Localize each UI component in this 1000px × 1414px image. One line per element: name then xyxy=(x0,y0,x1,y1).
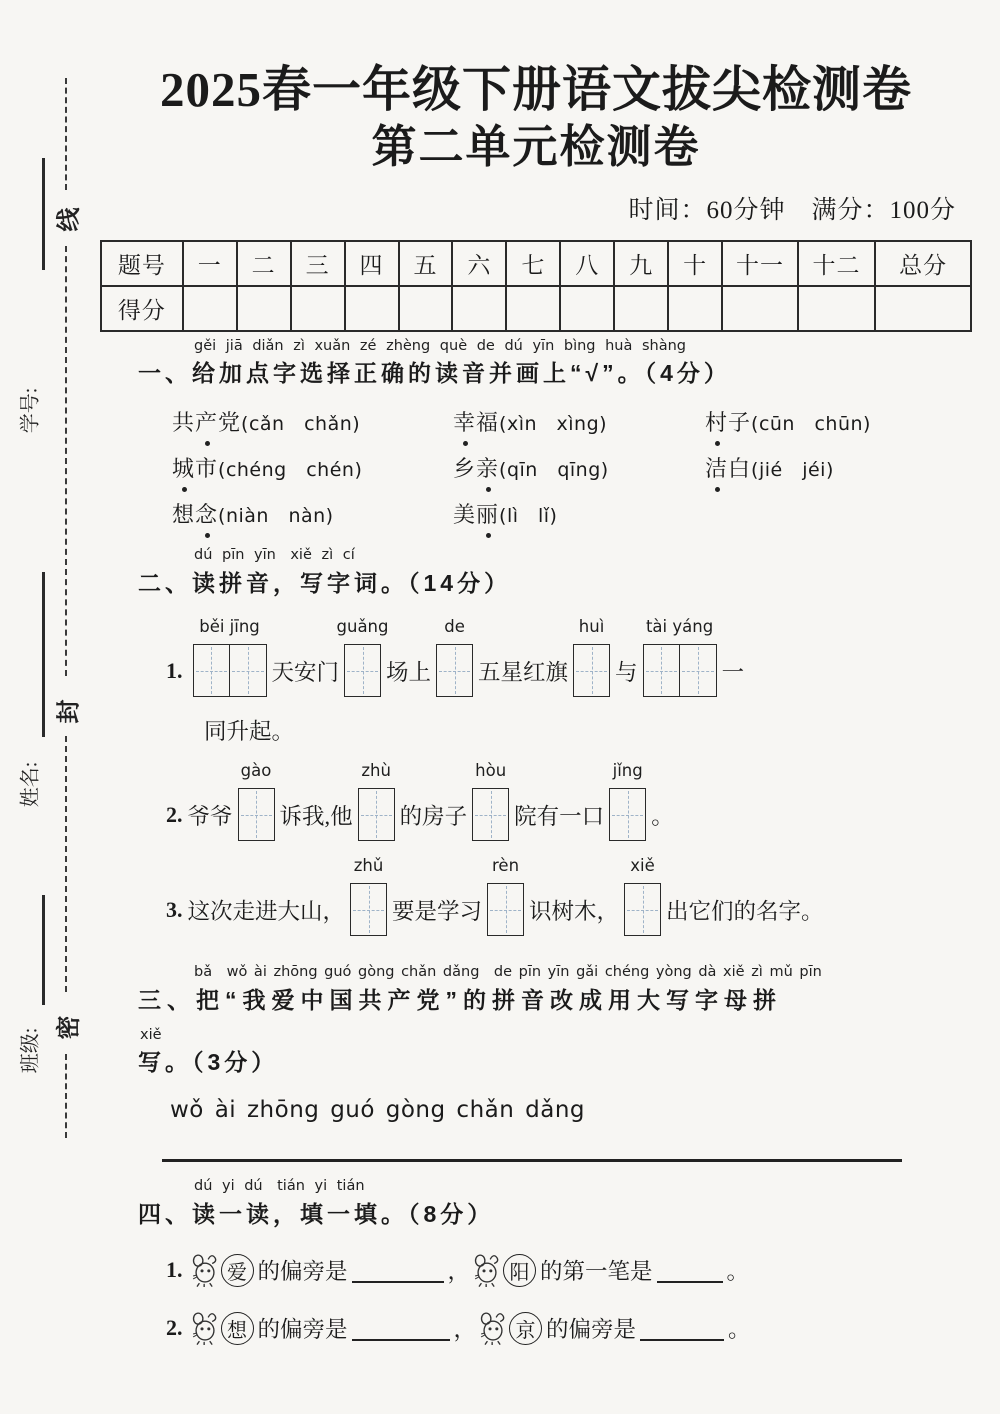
fill-text: 的偏旁是 xyxy=(546,1317,637,1343)
mouse-icon xyxy=(188,1253,222,1287)
section-1-choices xyxy=(172,406,972,529)
writing-box-group xyxy=(193,617,267,697)
name-blank-line xyxy=(42,572,45,737)
writing-box xyxy=(436,644,473,697)
score-table-header-cell: 六 xyxy=(452,241,506,286)
answer-blank xyxy=(657,1257,723,1284)
writing-box xyxy=(238,788,275,841)
score-cell xyxy=(291,286,345,331)
circled-char: 爱 xyxy=(221,1254,254,1287)
box-pinyin: zhǔ xyxy=(353,856,384,876)
pinyin-options: (chéng chén) xyxy=(218,459,363,482)
paper-title: 2025春一年级下册语文拔尖检测卷 xyxy=(159,62,912,117)
score-cell xyxy=(798,286,875,331)
section-2-title: 二、读拼音，写字词。（14分） xyxy=(138,570,512,597)
dotted-char: 洁 xyxy=(705,452,728,483)
pinyin-options: (jié jéi) xyxy=(751,459,834,482)
box-pinyin: hòu xyxy=(475,761,507,781)
section-4-title: 四、读一读，填一填。（8分） xyxy=(138,1201,495,1228)
dotted-char: 城 xyxy=(172,452,195,483)
paper-body xyxy=(100,0,972,1345)
line-text: 院有一口 xyxy=(514,803,605,829)
fill-text: 的偏旁是 xyxy=(257,1317,348,1343)
writing-box-group xyxy=(350,856,387,936)
score-table-header-cell: 四 xyxy=(345,241,399,286)
score-table-header-cell: 十二 xyxy=(798,241,875,286)
section-4-pinyin: dú yi dú tián yi tián xyxy=(194,1178,365,1195)
circled-char: 阳 xyxy=(503,1254,536,1287)
student-no-blank-line xyxy=(42,158,45,270)
choice-item: 共产党(cǎn chǎn) xyxy=(172,406,453,437)
writing-box xyxy=(487,883,524,936)
line-text: 五星红旗 xyxy=(478,659,569,685)
section-3-pinyin: bǎ wǒ ài zhōng guó gòng chǎn dǎng de pīn yīn gǎi chéng yòng dà xiě zì mǔ pīn xyxy=(194,964,822,981)
answer-blank xyxy=(352,1315,450,1342)
box-pinyin: de xyxy=(444,617,465,637)
section-1-pinyin: gěi jiā diǎn zì xuǎn zé zhèng què de dú yīn bìng huà shàng xyxy=(194,338,687,355)
circled-char: 想 xyxy=(221,1312,254,1345)
writing-box-group xyxy=(487,856,524,936)
writing-box-group xyxy=(609,761,646,841)
pinyin-options: (lì lǐ) xyxy=(499,505,558,528)
answer-blank xyxy=(352,1257,444,1284)
fill-item-2 xyxy=(166,1311,972,1345)
score-cell xyxy=(345,286,399,331)
writing-box-group xyxy=(436,617,473,697)
score-table xyxy=(100,240,972,332)
score-label-cell: 得分 xyxy=(101,286,183,331)
line-text: 一 xyxy=(721,659,745,685)
choice-item: 美丽(lì lǐ) xyxy=(453,498,705,529)
writing-box xyxy=(358,788,395,841)
writing-box xyxy=(193,644,230,697)
mouse-icon xyxy=(470,1253,504,1287)
section-3-title-2: 写。（3分） xyxy=(138,1049,279,1076)
period: 。 xyxy=(728,1317,751,1343)
choice-item: 幸福(xìn xìng) xyxy=(453,406,705,437)
section-3 xyxy=(100,960,972,1162)
seal-char-feng: 封 xyxy=(56,699,83,724)
score-table-header-cell: 二 xyxy=(237,241,291,286)
score-table-header-cell: 九 xyxy=(614,241,668,286)
score-cell xyxy=(668,286,722,331)
choice-item: 乡亲(qīn qīng) xyxy=(453,452,705,483)
fill-item-1 xyxy=(166,1253,972,1287)
comma: ， xyxy=(447,1259,471,1285)
seal-char-xian: 线 xyxy=(56,207,83,232)
dotted-char: 幸 xyxy=(453,406,476,437)
answer-blank xyxy=(640,1315,724,1342)
question-number: 2. xyxy=(166,801,183,827)
paper-subtitle: 第二单元检测卷 xyxy=(371,122,701,173)
writing-box xyxy=(230,644,267,697)
section-2 xyxy=(100,543,972,936)
score-table-score-row xyxy=(101,286,971,331)
dotted-char: 产 xyxy=(195,406,218,437)
line-text: 与 xyxy=(615,659,638,685)
write-line-1 xyxy=(166,617,972,697)
writing-box xyxy=(643,644,680,697)
line-text: 天安门 xyxy=(271,659,340,685)
choice-item: 城市(chéng chén) xyxy=(172,452,453,483)
pinyin-options: (qīn qīng) xyxy=(499,459,609,482)
choice-item: 洁白(jié jéi) xyxy=(705,452,972,483)
box-pinyin: jǐng xyxy=(612,761,643,781)
score-cell xyxy=(560,286,614,331)
score-cell xyxy=(399,286,453,331)
score-cell xyxy=(452,286,506,331)
box-pinyin: xiě xyxy=(630,856,655,876)
box-pinyin: guǎng xyxy=(336,617,389,637)
line-text: 诉我,他 xyxy=(279,803,353,829)
writing-box xyxy=(350,883,387,936)
box-pinyin: gào xyxy=(240,761,272,781)
class-blank-line xyxy=(42,895,45,1005)
line-text: 爷爷 xyxy=(187,803,233,829)
score-table-header-cell: 五 xyxy=(399,241,453,286)
writing-box xyxy=(624,883,661,936)
box-pinyin: rèn xyxy=(492,856,520,876)
fill-text: 的偏旁是 xyxy=(257,1259,348,1285)
seal-dashed-line xyxy=(65,1054,67,1138)
line-text: 出它们的名字。 xyxy=(666,898,824,924)
mouse-icon xyxy=(476,1311,510,1345)
line-text: 的房子 xyxy=(399,803,468,829)
score-table-header-cell: 题号 xyxy=(101,241,183,286)
pinyin-options: (cūn chūn) xyxy=(751,413,871,436)
score-cell xyxy=(875,286,971,331)
line-text: 场上 xyxy=(386,659,432,685)
question-number: 2. xyxy=(166,1315,183,1341)
name-label: 姓名: xyxy=(19,761,42,808)
student-no-label: 学号: xyxy=(19,387,42,434)
writing-box-group xyxy=(643,617,717,697)
section-2-pinyin: dú pīn yīn xiě zì cí xyxy=(194,547,355,564)
writing-box-group xyxy=(358,761,395,841)
section-3-title: 三、把“我爱中国共产党”的拼音改成用大写字母拼 xyxy=(138,987,782,1014)
pinyin-options: (xìn xìng) xyxy=(499,413,608,436)
score-table-header-cell: 十一 xyxy=(722,241,798,286)
box-pinyin: tài yáng xyxy=(645,617,714,637)
score-table-header-cell: 总分 xyxy=(875,241,971,286)
score-cell xyxy=(183,286,237,331)
score-cell xyxy=(237,286,291,331)
score-cell xyxy=(722,286,798,331)
score-table-header-cell: 十 xyxy=(668,241,722,286)
write-line-1-continuation: 同升起。 xyxy=(204,719,295,745)
question-number: 3. xyxy=(166,896,183,922)
score-cell xyxy=(506,286,560,331)
writing-box-group xyxy=(336,617,389,697)
seal-dashed-line xyxy=(65,246,67,676)
time-score-info: 时间：60分钟 满分：100分 xyxy=(628,197,956,225)
score-table-header-cell: 八 xyxy=(560,241,614,286)
dotted-char: 亲 xyxy=(476,452,499,483)
pinyin-options: (niàn nàn) xyxy=(218,505,334,528)
score-cell xyxy=(614,286,668,331)
question-number: 1. xyxy=(166,657,183,683)
score-table-header-cell: 七 xyxy=(506,241,560,286)
score-table-header-cell: 一 xyxy=(183,241,237,286)
answer-line xyxy=(162,1159,902,1162)
score-table-header-cell: 三 xyxy=(291,241,345,286)
writing-box-group xyxy=(573,617,610,697)
box-pinyin: huì xyxy=(578,617,605,637)
period: 。 xyxy=(726,1259,750,1285)
writing-box xyxy=(344,644,381,697)
question-number: 1. xyxy=(166,1257,183,1283)
lowercase-pinyin-text: wǒ ài zhōng guó gòng chǎn dǎng xyxy=(170,1097,585,1124)
box-pinyin: běi jīng xyxy=(199,617,260,637)
section-4 xyxy=(100,1174,972,1345)
dotted-char: 村 xyxy=(705,406,728,437)
seal-dashed-line xyxy=(65,78,67,190)
comma: ， xyxy=(453,1317,477,1343)
pinyin-options: (cǎn chǎn) xyxy=(241,413,361,436)
writing-box xyxy=(573,644,610,697)
score-table-header-row xyxy=(101,241,971,286)
dotted-char: 丽 xyxy=(476,498,499,529)
fill-text: 的第一笔是 xyxy=(540,1259,653,1285)
writing-box-group xyxy=(238,761,275,841)
class-label: 班级: xyxy=(19,1027,42,1074)
section-3-pinyin-2: xiě xyxy=(140,1027,162,1044)
seal-char-mi: 密 xyxy=(56,1015,83,1040)
write-line-2 xyxy=(166,761,972,841)
choice-item: 想念(niàn nàn) xyxy=(172,498,453,529)
section-1 xyxy=(100,338,972,529)
line-text: 这次走进大山， xyxy=(187,898,346,924)
writing-box xyxy=(680,644,717,697)
dotted-char: 念 xyxy=(195,498,218,529)
mouse-icon xyxy=(188,1311,222,1345)
write-line-3 xyxy=(166,856,972,936)
writing-box xyxy=(472,788,509,841)
line-text: 。 xyxy=(651,803,674,829)
seal-dashed-line xyxy=(65,736,67,992)
writing-box-group xyxy=(624,856,661,936)
circled-char: 京 xyxy=(509,1312,542,1345)
writing-box-group xyxy=(472,761,509,841)
writing-box xyxy=(609,788,646,841)
line-text: 识树木， xyxy=(529,898,620,924)
choice-item: 村子(cūn chūn) xyxy=(705,406,972,437)
section-1-title: 一、给加点字选择正确的读音并画上“√”。（4分） xyxy=(138,360,731,387)
line-text: 要是学习 xyxy=(392,898,483,924)
box-pinyin: zhù xyxy=(361,761,391,781)
